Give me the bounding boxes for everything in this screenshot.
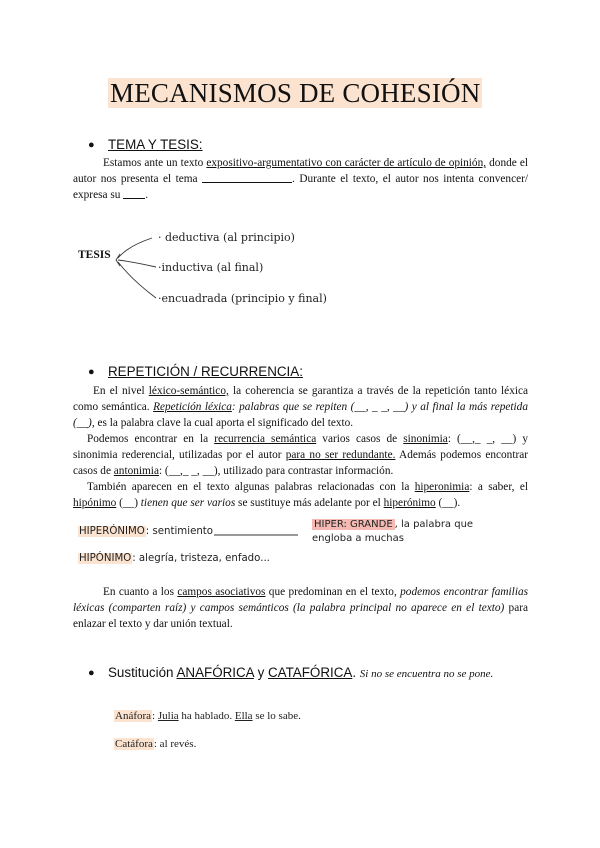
bullet-icon: ●	[88, 366, 95, 378]
paragraph-lexico: En el nivel léxico-semántico, la coherencia se garantiza a través de la repetición tanto léxica como semántica. Repetición léxica: palabras que se repiten (__, _ _, __) y al final la más repetida (__), es la palabra clave la cual aporta el significado del texto.	[73, 385, 529, 429]
bullet-icon: ●	[88, 139, 95, 151]
hiper-note: HIPER: GRANDE , la palabra que engloba a muchas	[312, 519, 474, 544]
heading-text: REPETICIÓN / RECURRENCIA:	[108, 364, 303, 379]
tesis-label: TESIS	[78, 249, 111, 261]
hiperonimo-label: HIPERÓNIMO	[79, 526, 145, 537]
bullet-icon: ●	[88, 667, 95, 679]
catafora-label: Catáfora	[115, 738, 153, 750]
branch-deductiva: · deductiva (al principio)	[158, 231, 295, 244]
branch-line-deductiva	[118, 238, 152, 258]
hiponimo-line-text: HIPÓNIMO: alegría, tristeza, enfado...	[79, 553, 270, 564]
paragraph-repeticion	[73, 383, 528, 511]
section-heading-repeticion	[88, 364, 303, 379]
paragraph-tema: Estamos ante un texto expositivo-argumentativo con carácter de artículo de opinión, donde el autor nos presenta el tema . Durante el texto, el autor nos intenta convencer/ expresa su .	[73, 157, 528, 201]
branch-line-encuadrada	[118, 262, 156, 298]
underlined-text: expositivo-argumentativo con carácter de artículo de opinión,	[206, 157, 487, 169]
page-title: MECANISMOS DE COHESIÓN	[110, 78, 481, 108]
hiperonimo-line-text: HIPERÓNIMO: sentimiento	[79, 526, 214, 537]
sustitucion-note: Si no se encuentra no se pone.	[359, 668, 494, 680]
hiponimo-label: HIPÓNIMO	[79, 553, 132, 564]
paragraph-campos: En cuanto a los campos asociativos que predominan en el texto, podemos encontrar familias léxicas (comparten raíz) y campos semánticos (la palabra principal no aparece en el texto) para enlazar el texto y dar unión textual.	[73, 586, 528, 630]
example-anafora: Anáfora: Julia ha hablado. Ella se lo sabe.	[115, 710, 301, 722]
branch-line-inductiva	[118, 260, 156, 267]
heading-text: TEMA Y TESIS:	[108, 137, 203, 152]
paragraph-semantica: Podemos encontrar en la recurrencia semántica varios casos de sinonimia: (__,_ _, __) y sinonimia rederencial, utilizadas por el autor para no ser redundante. Además podemos encontrar casos de antonimia: (__,_ _, __), utilizado para contrastar información.	[73, 433, 529, 477]
branch-encuadrada: ·encuadrada (principio y final)	[158, 292, 327, 305]
branch-inductiva: ·inductiva (al final)	[158, 261, 264, 274]
example-catafora: Catáfora: al revés.	[115, 738, 197, 750]
anafora-label: Anáfora	[115, 710, 152, 722]
hiper-grande-highlight: HIPER: GRANDE	[314, 519, 393, 530]
paragraph-hiperonimia: También aparecen en el texto algunas palabras relacionadas con la hiperonimia: a saber, el hipónimo (__) tienen que ser varios se sustituye más adelante por el hiperónimo (__).	[73, 481, 528, 509]
section-heading-sustitucion: ● Sustitución ANAFÓRICA y CATAFÓRICA. Si no se encuentra no se pone.	[88, 665, 494, 680]
